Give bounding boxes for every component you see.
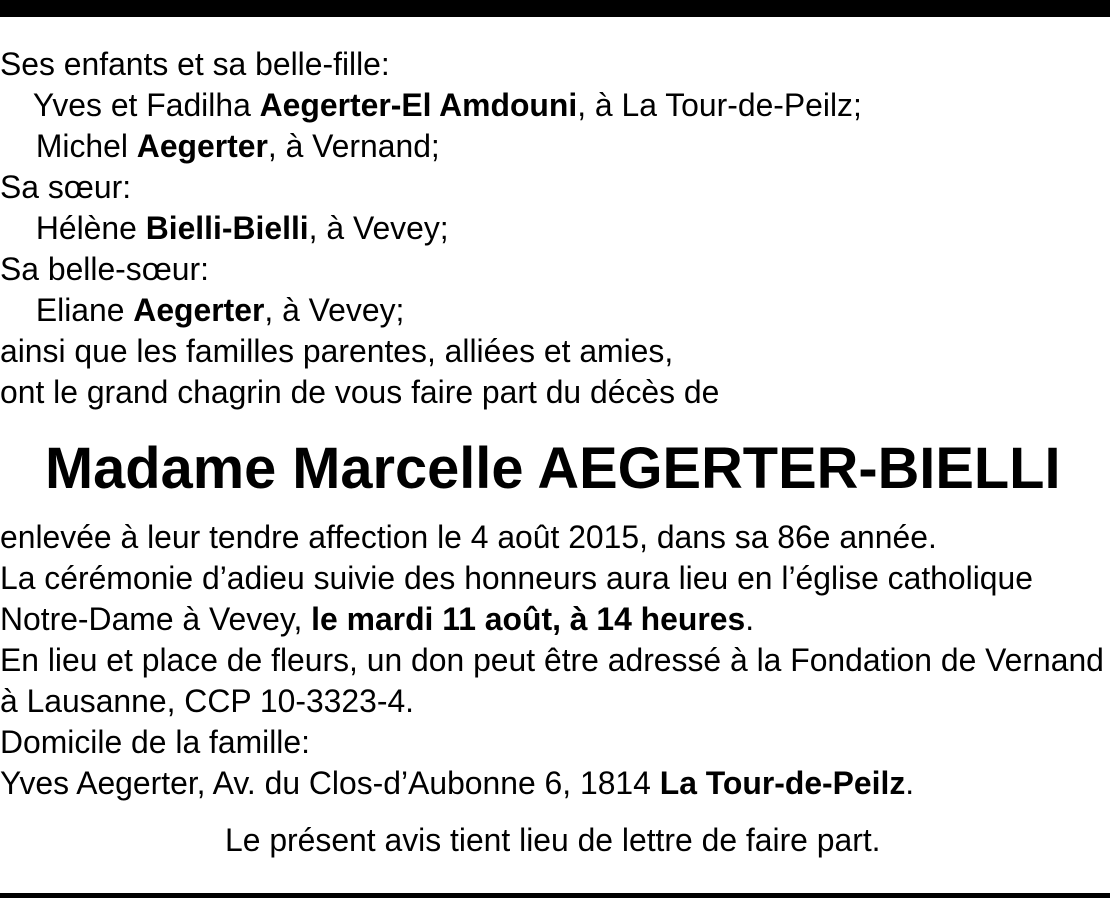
given-names: Hélène	[35, 210, 137, 246]
ceremony-place: Notre-Dame à Vevey,	[0, 601, 312, 637]
passed-text: enlevée à leur tendre affection le 4 août 2015, dans sa 86e année.	[0, 519, 937, 555]
surname: Bielli-Bielli	[145, 210, 309, 246]
passed-line	[0, 517, 1106, 558]
surname: Aegerter-El Amdouni	[259, 87, 578, 123]
surname: Aegerter	[133, 292, 265, 328]
punctuation: .	[905, 765, 915, 801]
bottom-rule	[0, 893, 1110, 898]
obituary-body	[0, 44, 1110, 861]
donation-text: En lieu et place de fleurs, un don peut être adressé à la Fondation de Vernand	[0, 642, 1104, 678]
donation-line-1	[0, 640, 1106, 681]
place: , à Vevey;	[308, 210, 449, 246]
child-1	[0, 85, 1106, 126]
ceremony-line-1	[0, 558, 1106, 599]
announcement-line: ont le grand chagrin de vous faire part du décès de	[0, 374, 720, 410]
deceased-name: Madame Marcelle AEGERTER-BIELLI	[45, 436, 1061, 501]
ceremony-text: La cérémonie d’adieu suivie des honneurs aura lieu en l’église catholique	[0, 560, 1033, 596]
given-names: Eliane	[35, 292, 125, 328]
given-names: Michel	[35, 128, 128, 164]
ceremony-date: le mardi 11 août, à 14 heures	[311, 601, 746, 637]
punctuation: .	[745, 601, 755, 637]
sister	[0, 208, 1106, 249]
extended-family-line: ainsi que les familles parentes, alliées et amies,	[0, 333, 674, 369]
donation-line-2: à Lausanne, CCP 10-3323-4.	[0, 683, 415, 719]
closing-note: Le présent avis tient lieu de lettre de faire part.	[225, 822, 881, 858]
sister-in-law	[0, 290, 1106, 331]
sister-heading: Sa sœur:	[0, 169, 132, 205]
child-2	[0, 126, 1106, 167]
given-names: Yves et Fadilha	[32, 87, 251, 123]
address-line	[0, 763, 1106, 804]
children-heading: Ses enfants et sa belle-fille:	[0, 46, 390, 82]
place: , à La Tour-de-Peilz;	[577, 87, 862, 123]
place: , à Vevey;	[264, 292, 405, 328]
address-town: La Tour-de-Peilz	[659, 765, 906, 801]
surname: Aegerter	[136, 128, 268, 164]
top-rule	[0, 0, 1110, 17]
address: Yves Aegerter, Av. du Clos-d’Aubonne 6, 1814	[0, 765, 660, 801]
ceremony-line-2	[0, 599, 1106, 640]
place: , à Vernand;	[267, 128, 440, 164]
sister-in-law-heading: Sa belle-sœur:	[0, 251, 210, 287]
domicile-heading: Domicile de la famille:	[0, 724, 310, 760]
